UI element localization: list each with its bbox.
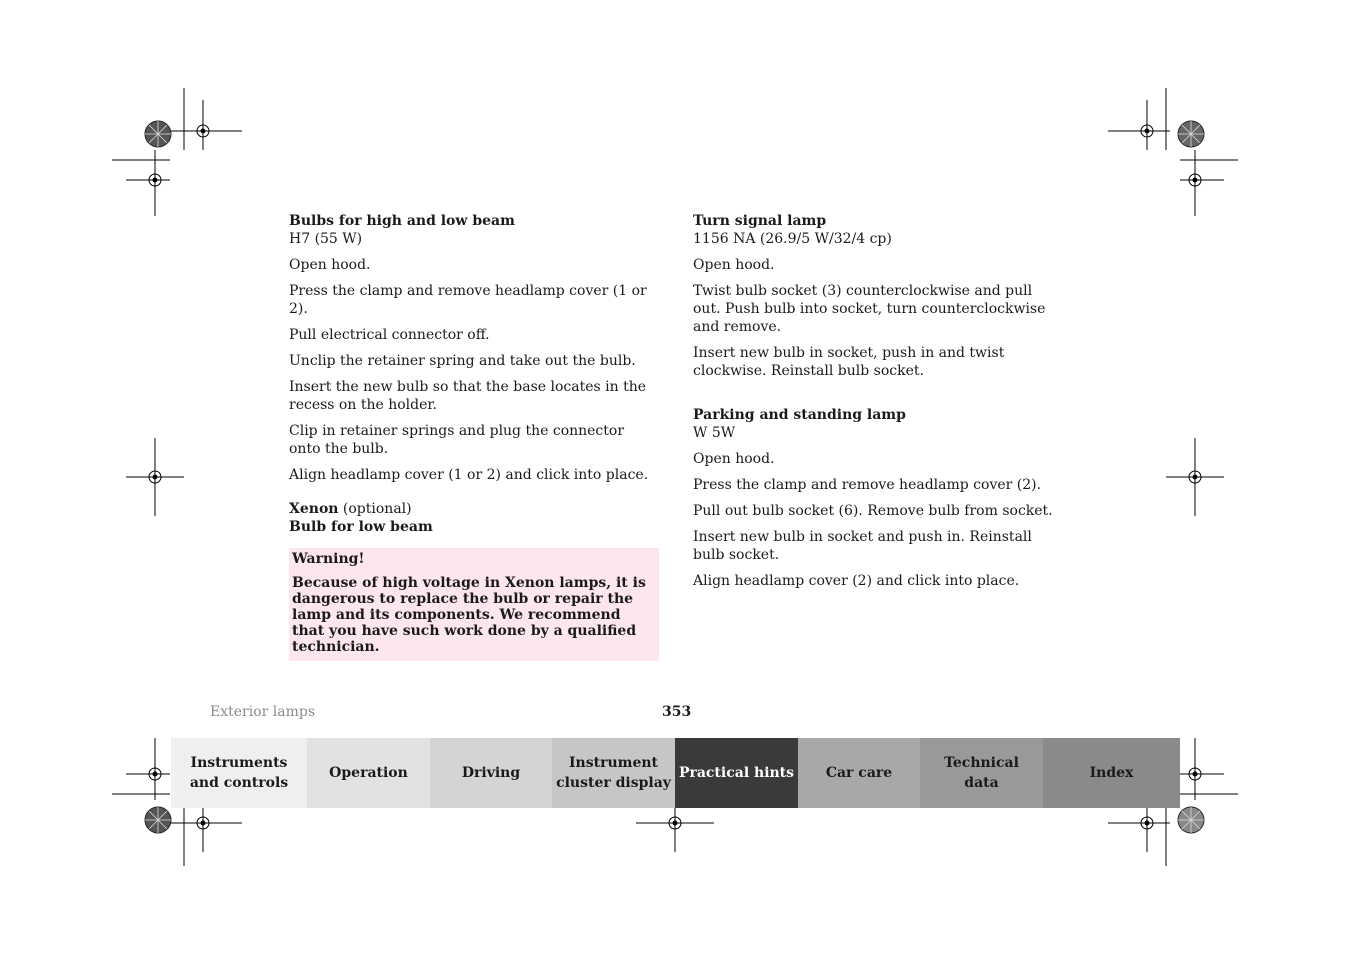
xenon-optional-note: (optional) [338, 501, 412, 517]
left-column [289, 212, 659, 661]
bulb-spec-parking-lamp: W 5W [693, 425, 736, 441]
page-number: 353 [662, 704, 692, 720]
step: Clip in retainer springs and plug the connector onto the bulb. [289, 423, 625, 457]
step: Insert the new bulb so that the base locates in the recess on the holder. [289, 379, 647, 413]
xenon-section [289, 500, 659, 536]
section-heading-parking-lamp: Parking and standing lamp [693, 407, 906, 423]
step: Unclip the retainer spring and take out the bulb. [289, 353, 636, 369]
step: Insert new bulb in socket and push in. Reinstall bulb socket. [693, 529, 1032, 563]
tab-driving[interactable]: Driving [430, 738, 552, 808]
step: Insert new bulb in socket, push in and twist clockwise. Reinstall bulb socket. [693, 345, 1005, 379]
step: Pull out bulb socket (6). Remove bulb from socket. [693, 503, 1053, 519]
step: Press the clamp and remove headlamp cover (2). [693, 477, 1042, 493]
tab-technical-data[interactable]: Technical data [920, 738, 1043, 808]
bulb-spec-high-low-beam: H7 (55 W) [289, 231, 363, 247]
tab-practical-hints[interactable]: Practical hints [675, 738, 798, 808]
running-footer-section: Exterior lamps [210, 704, 316, 720]
step: Open hood. [693, 451, 775, 467]
step: Open hood. [693, 257, 775, 273]
tab-instrument-cluster-display[interactable]: Instrument cluster display [552, 738, 675, 808]
tab-car-care[interactable]: Car care [798, 738, 920, 808]
step: Align headlamp cover (2) and click into place. [693, 573, 1020, 589]
warning-title: Warning! [292, 551, 365, 567]
xenon-subheading: Bulb for low beam [289, 519, 433, 535]
tab-operation[interactable]: Operation [307, 738, 430, 808]
bulb-spec-turn-signal: 1156 NA (26.9/5 W/32/4 cp) [693, 231, 892, 247]
step: Twist bulb socket (3) counterclockwise and pull out. Push bulb into socket, turn counterclockwise and remove. [693, 283, 1046, 335]
xenon-heading: Xenon [289, 501, 339, 517]
step: Press the clamp and remove headlamp cover (1 or 2). [289, 283, 647, 317]
step: Pull electrical connector off. [289, 327, 490, 343]
right-column [693, 212, 1063, 598]
tab-instruments-and-controls[interactable]: Instruments and controls [171, 738, 307, 808]
step: Align headlamp cover (1 or 2) and click into place. [289, 467, 649, 483]
tab-index[interactable]: Index [1043, 738, 1180, 808]
warning-text: Because of high voltage in Xenon lamps, it is dangerous to replace the bulb or repair the lamp and its components. We recommend that you have such work done by a qualified technician. [292, 575, 646, 655]
section-heading-high-low-beam: Bulbs for high and low beam [289, 213, 515, 229]
warning-box [289, 548, 659, 661]
section-heading-turn-signal: Turn signal lamp [693, 213, 827, 229]
step: Open hood. [289, 257, 371, 273]
chapter-nav [171, 738, 1180, 808]
